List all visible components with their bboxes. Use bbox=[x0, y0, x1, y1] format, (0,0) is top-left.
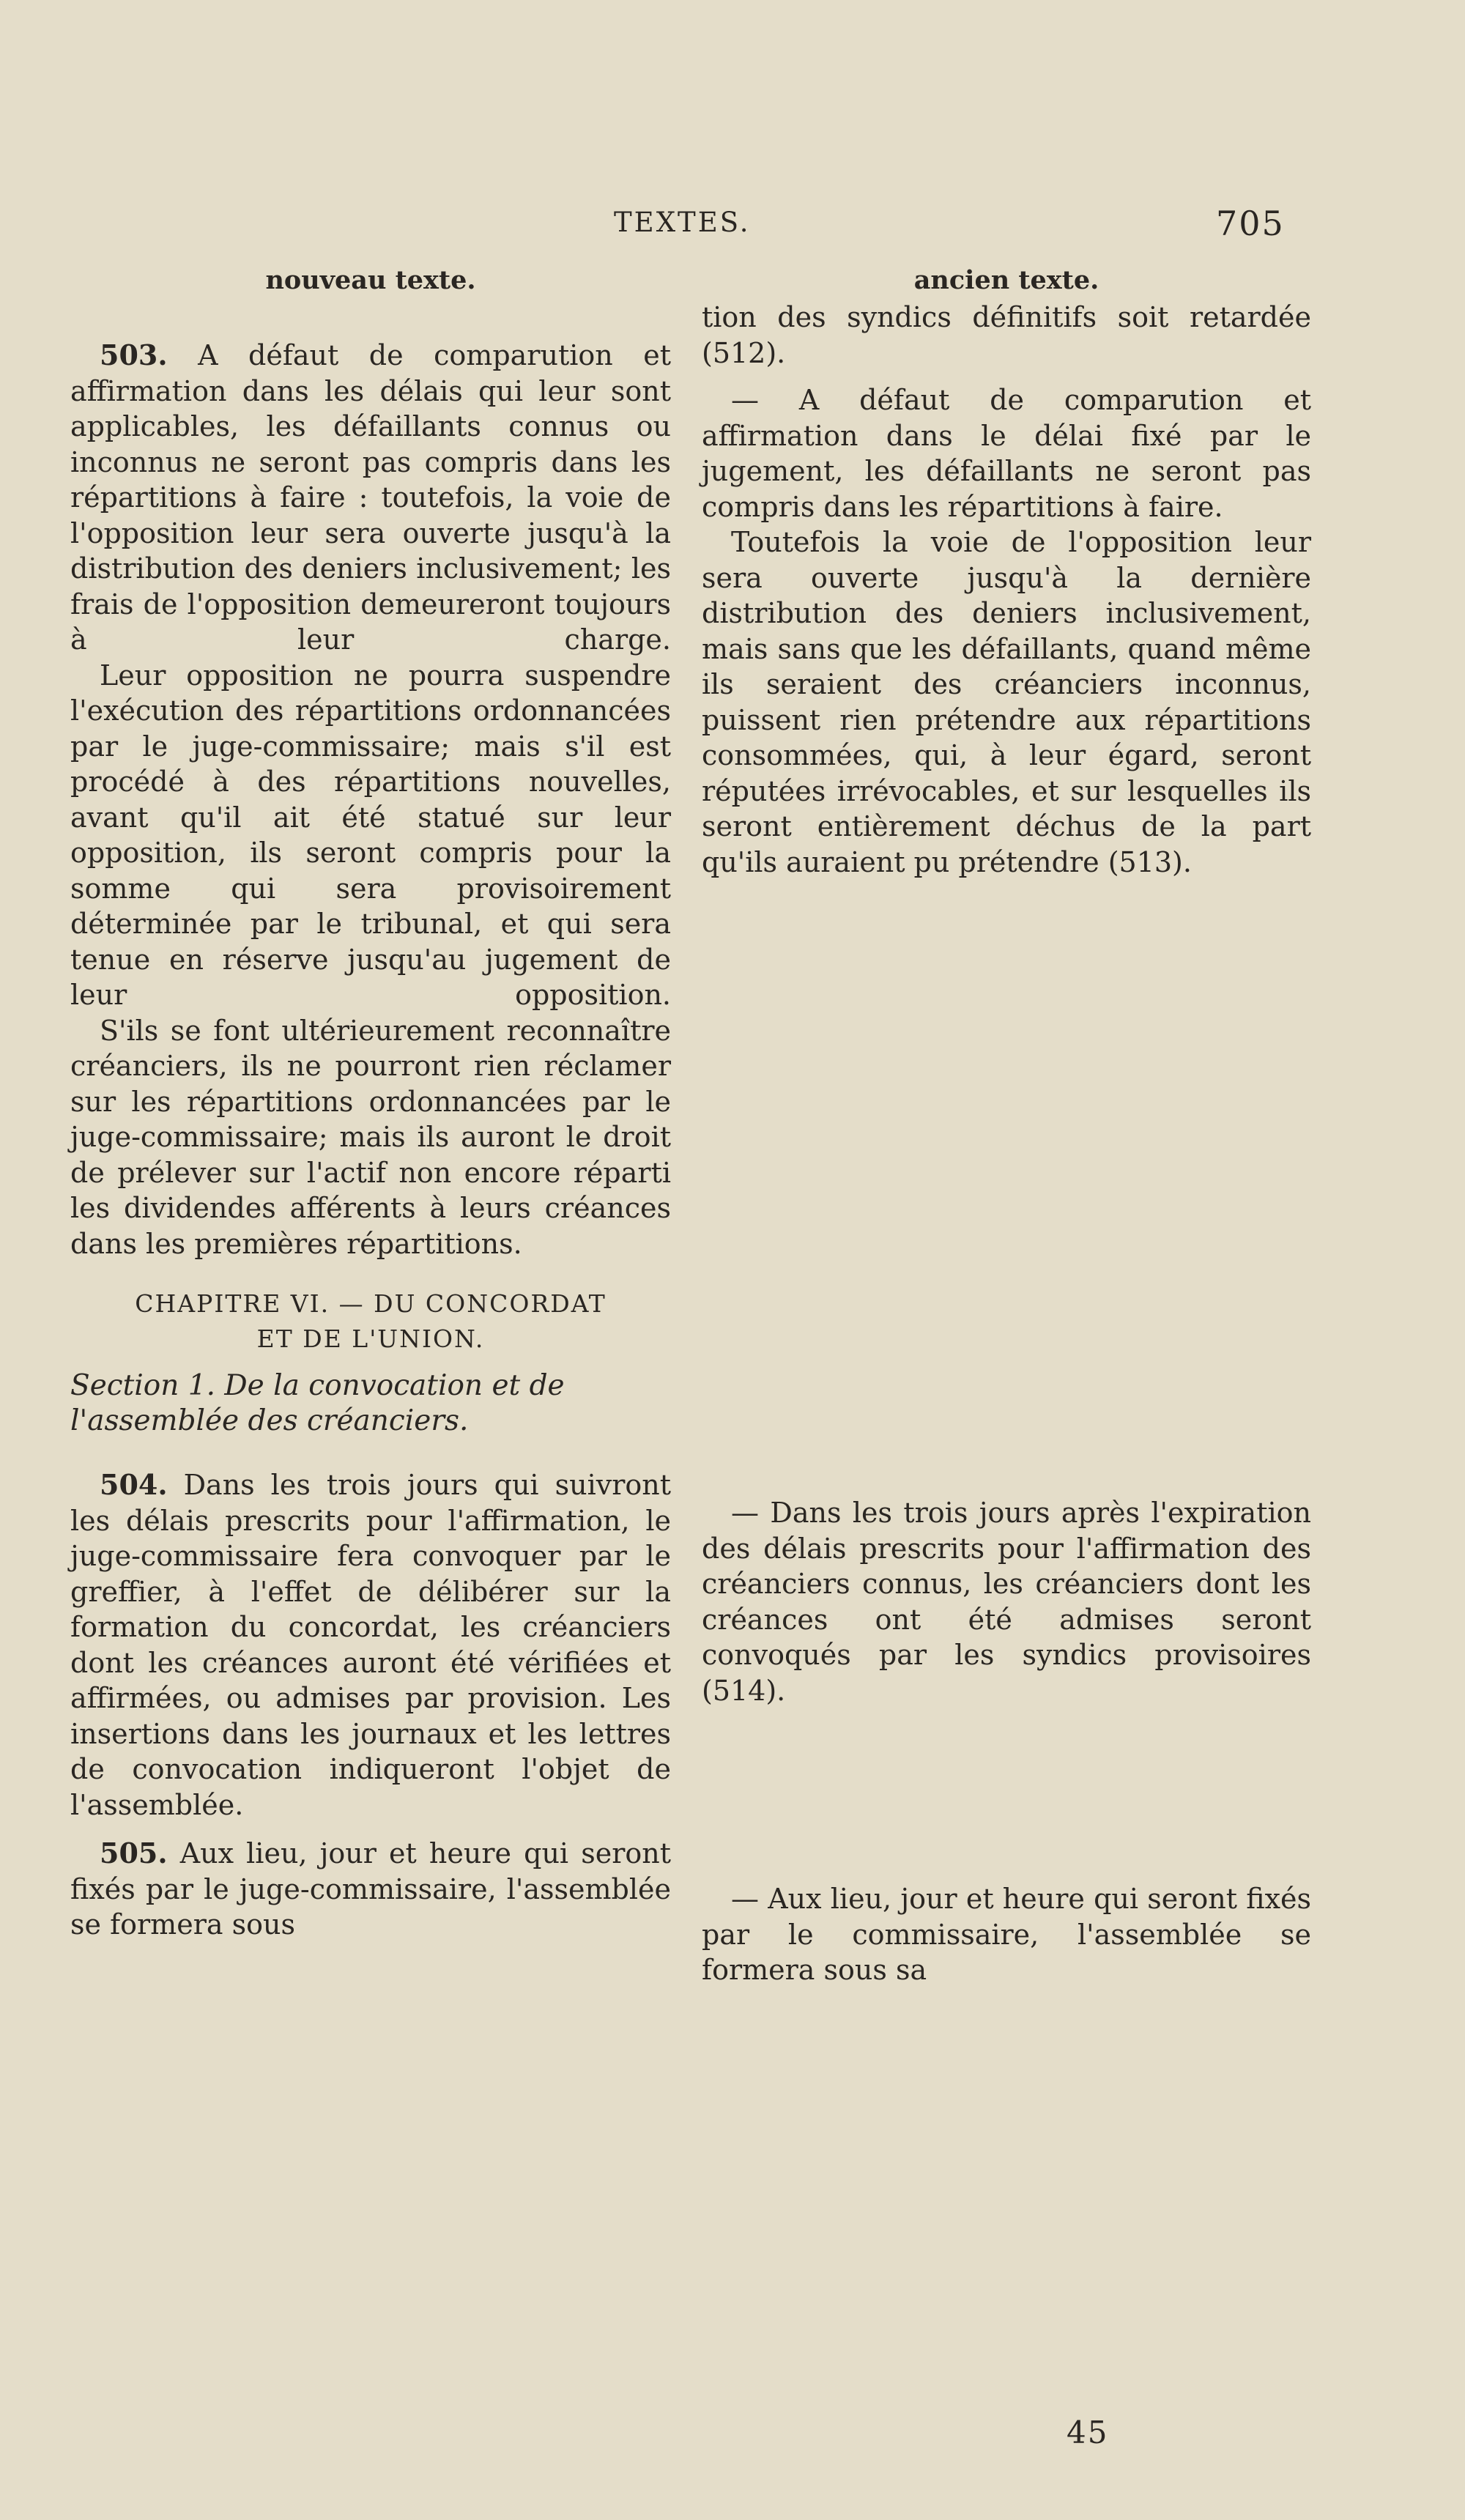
article-504 bbox=[70, 1467, 671, 1823]
running-head bbox=[0, 204, 1465, 251]
old-text-article-514: — Dans les trois jours après l'expiration des délais prescrits pour l'affirmation des créanciers connus, les créanciers dont les créances ont été admises seront convoqués par les syndics provisoires (514). bbox=[702, 1497, 1311, 1707]
chapter-heading-line-1: CHAPITRE VI. — DU CONCORDAT bbox=[135, 1289, 607, 1318]
old-text-article-513-part-1: — A défaut de comparution et affirmation dans le délai fixé par le jugement, les défaillants ne seront pas compris dans les répartitions à faire. bbox=[702, 384, 1311, 523]
left-column-heading: nouveau texte. bbox=[265, 265, 476, 295]
left-column-new-text bbox=[70, 265, 671, 1943]
section-title: Section 1. De la convocation et de l'assemblée des créanciers. bbox=[70, 1369, 565, 1437]
article-503-text: A défaut de comparution et affirmation dans les délais qui leur sont applicables, les défaillants connus ou inconnus ne seront pas compris dans les répartitions à faire : toutefois, la voie de l'opposition leur sera ouverte jusqu'à la distribution des deniers inclusivement; les frais de l'opposition demeureront toujours à leur charge. bbox=[70, 339, 671, 656]
running-head-title: TEXTES. bbox=[614, 207, 751, 238]
old-text-continuation-512: tion des syndics définitifs soit retardée (512). bbox=[702, 301, 1311, 369]
article-505 bbox=[70, 1836, 671, 1943]
right-column-heading: ancien texte. bbox=[913, 265, 1099, 295]
old-text-article-513-part-2: Toutefois la voie de l'opposition leur sera ouverte jusqu'à la dernière distribution des deniers inclusivement, mais sans que les défaillants, quand même ils seraient des créanciers inconnus, puissent rien prétendre aux répartitions consommées, qui, à leur égard, seront réputées irrévocables, et sur lesquelles ils seront entièrement déchus de la part qu'ils auraient pu prétendre (513). bbox=[702, 526, 1311, 878]
right-column-old-text bbox=[702, 265, 1311, 1988]
chapter-heading-line-2: ET DE L'UNION. bbox=[256, 1324, 485, 1353]
old-text-article-515: — Aux lieu, jour et heure qui seront fixés par le commissaire, l'assemblée se formera sous sa bbox=[702, 1883, 1311, 1986]
signature-folio: 45 bbox=[1067, 2415, 1109, 2450]
article-503-paragraph-2: Leur opposition ne pourra suspendre l'exécution des répartitions ordonnancées par le juge-commissaire; mais s'il est procédé à des répartitions nouvelles, avant qu'il ait été statué sur leur opposition, ils seront compris pour la somme qui sera provisoirement déterminée par le tribunal, et qui sera tenue en réserve jusqu'au jugement de leur opposition. bbox=[70, 659, 671, 1011]
article-504-text: Dans les trois jours qui suivront les délais prescrits pour l'affirmation, le juge-commissaire fera convoquer par le greffier, à l'effet de délibérer sur la formation du concordat, les créanciers dont les créances auront été vérifiées et affirmées, ou admises par provision. Les insertions dans les journaux et les lettres de convocation indiqueront l'objet de l'assemblée. bbox=[70, 1469, 671, 1821]
article-503 bbox=[70, 338, 671, 658]
article-505-number: 505. bbox=[100, 1837, 168, 1869]
article-503-paragraph-3: S'ils se font ultérieurement reconnaître créanciers, ils ne pourront rien réclamer sur les répartitions ordonnancées par le juge-commissaire; mais ils auront le droit de prélever sur l'actif non encore réparti les dividendes afférents à leurs créances dans les premières répartitions. bbox=[70, 1014, 671, 1260]
chapter-heading bbox=[70, 1286, 671, 1357]
article-505-text: Aux lieu, jour et heure qui seront fixés par le juge-commissaire, l'assemblée se formera sous bbox=[70, 1837, 671, 1941]
page-number: 705 bbox=[1216, 204, 1285, 243]
article-504-number: 504. bbox=[100, 1468, 168, 1501]
article-503-number: 503. bbox=[100, 338, 168, 371]
